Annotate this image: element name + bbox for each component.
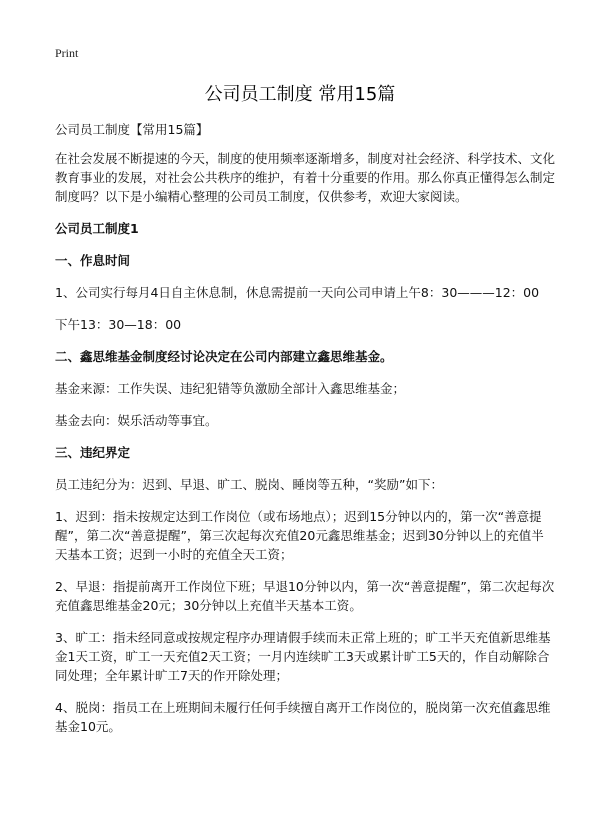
document-subtitle: 公司员工制度【常用15篇】 (55, 122, 209, 137)
print-label: Print (55, 46, 79, 60)
paragraph-violation-types: 员工违纪分为：迟到、早退、旷工、脱岗、睡岗等五种，“奖励”如下： (55, 477, 443, 492)
page-title: 公司员工制度 常用15篇 (204, 84, 396, 105)
paragraph-late: 1、迟到：指未按规定达到工作岗位（或布场地点）；迟到15分钟以内的，第一次“善意提醒”，第二次“善意提醒”，第三次起每次充值20元鑫思维基金；迟到30分钟以上的充值半天基本工资；迟到一小时的充值全天工资； (55, 509, 544, 562)
section-title: 公司员工制度1 (55, 221, 139, 236)
heading-fund: 二、鑫思维基金制度经讨论决定在公司内部建立鑫思维基金。 (55, 349, 393, 364)
paragraph-absence: 3、旷工：指未经同意或按规定程序办理请假手续而未正常上班的；旷工半天充值新思维基金1天工资，旷工一天充值2天工资；一月内连续旷工3天或累计旷工5天的，作自动解除合同处理；全年累计旷工7天的作开除处理； (55, 630, 551, 683)
paragraph-early-leave: 2、早退：指提前离开工作岗位下班；早退10分钟以内，第一次“善意提醒”，第二次起每次充值鑫思维基金20元；30分钟以上充值半天基本工资。 (55, 579, 555, 613)
intro-paragraph: 在社会发展不断提速的今天，制度的使用频率逐渐增多，制度对社会经济、科学技术、文化教育事业的发展，对社会公共秩序的维护，有着十分重要的作用。那么你真正懂得怎么制定制度吗？以下是小编精心整理的公司员工制度，仅供参考，欢迎大家阅读。 (55, 151, 556, 204)
heading-work-hours: 一、作息时间 (55, 253, 131, 268)
paragraph-work-hours-afternoon: 下午13：30—18：00 (55, 317, 182, 332)
paragraph-work-hours-morning: 1、公司实行每月4日自主休息制，休息需提前一天向公司申请上午8：30———12：00 (55, 285, 540, 300)
paragraph-fund-use: 基金去向：娱乐活动等事宜。 (55, 413, 218, 428)
document-body (55, 120, 555, 749)
heading-violations: 三、违纪界定 (55, 445, 131, 460)
paragraph-fund-source: 基金来源：工作失误、违纪犯错等负激励全部计入鑫思维基金； (55, 381, 406, 396)
paragraph-off-post: 4、脱岗：指员工在上班期间未履行任何手续擅自离开工作岗位的，脱岗第一次充值鑫思维基金10元。 (55, 700, 551, 734)
